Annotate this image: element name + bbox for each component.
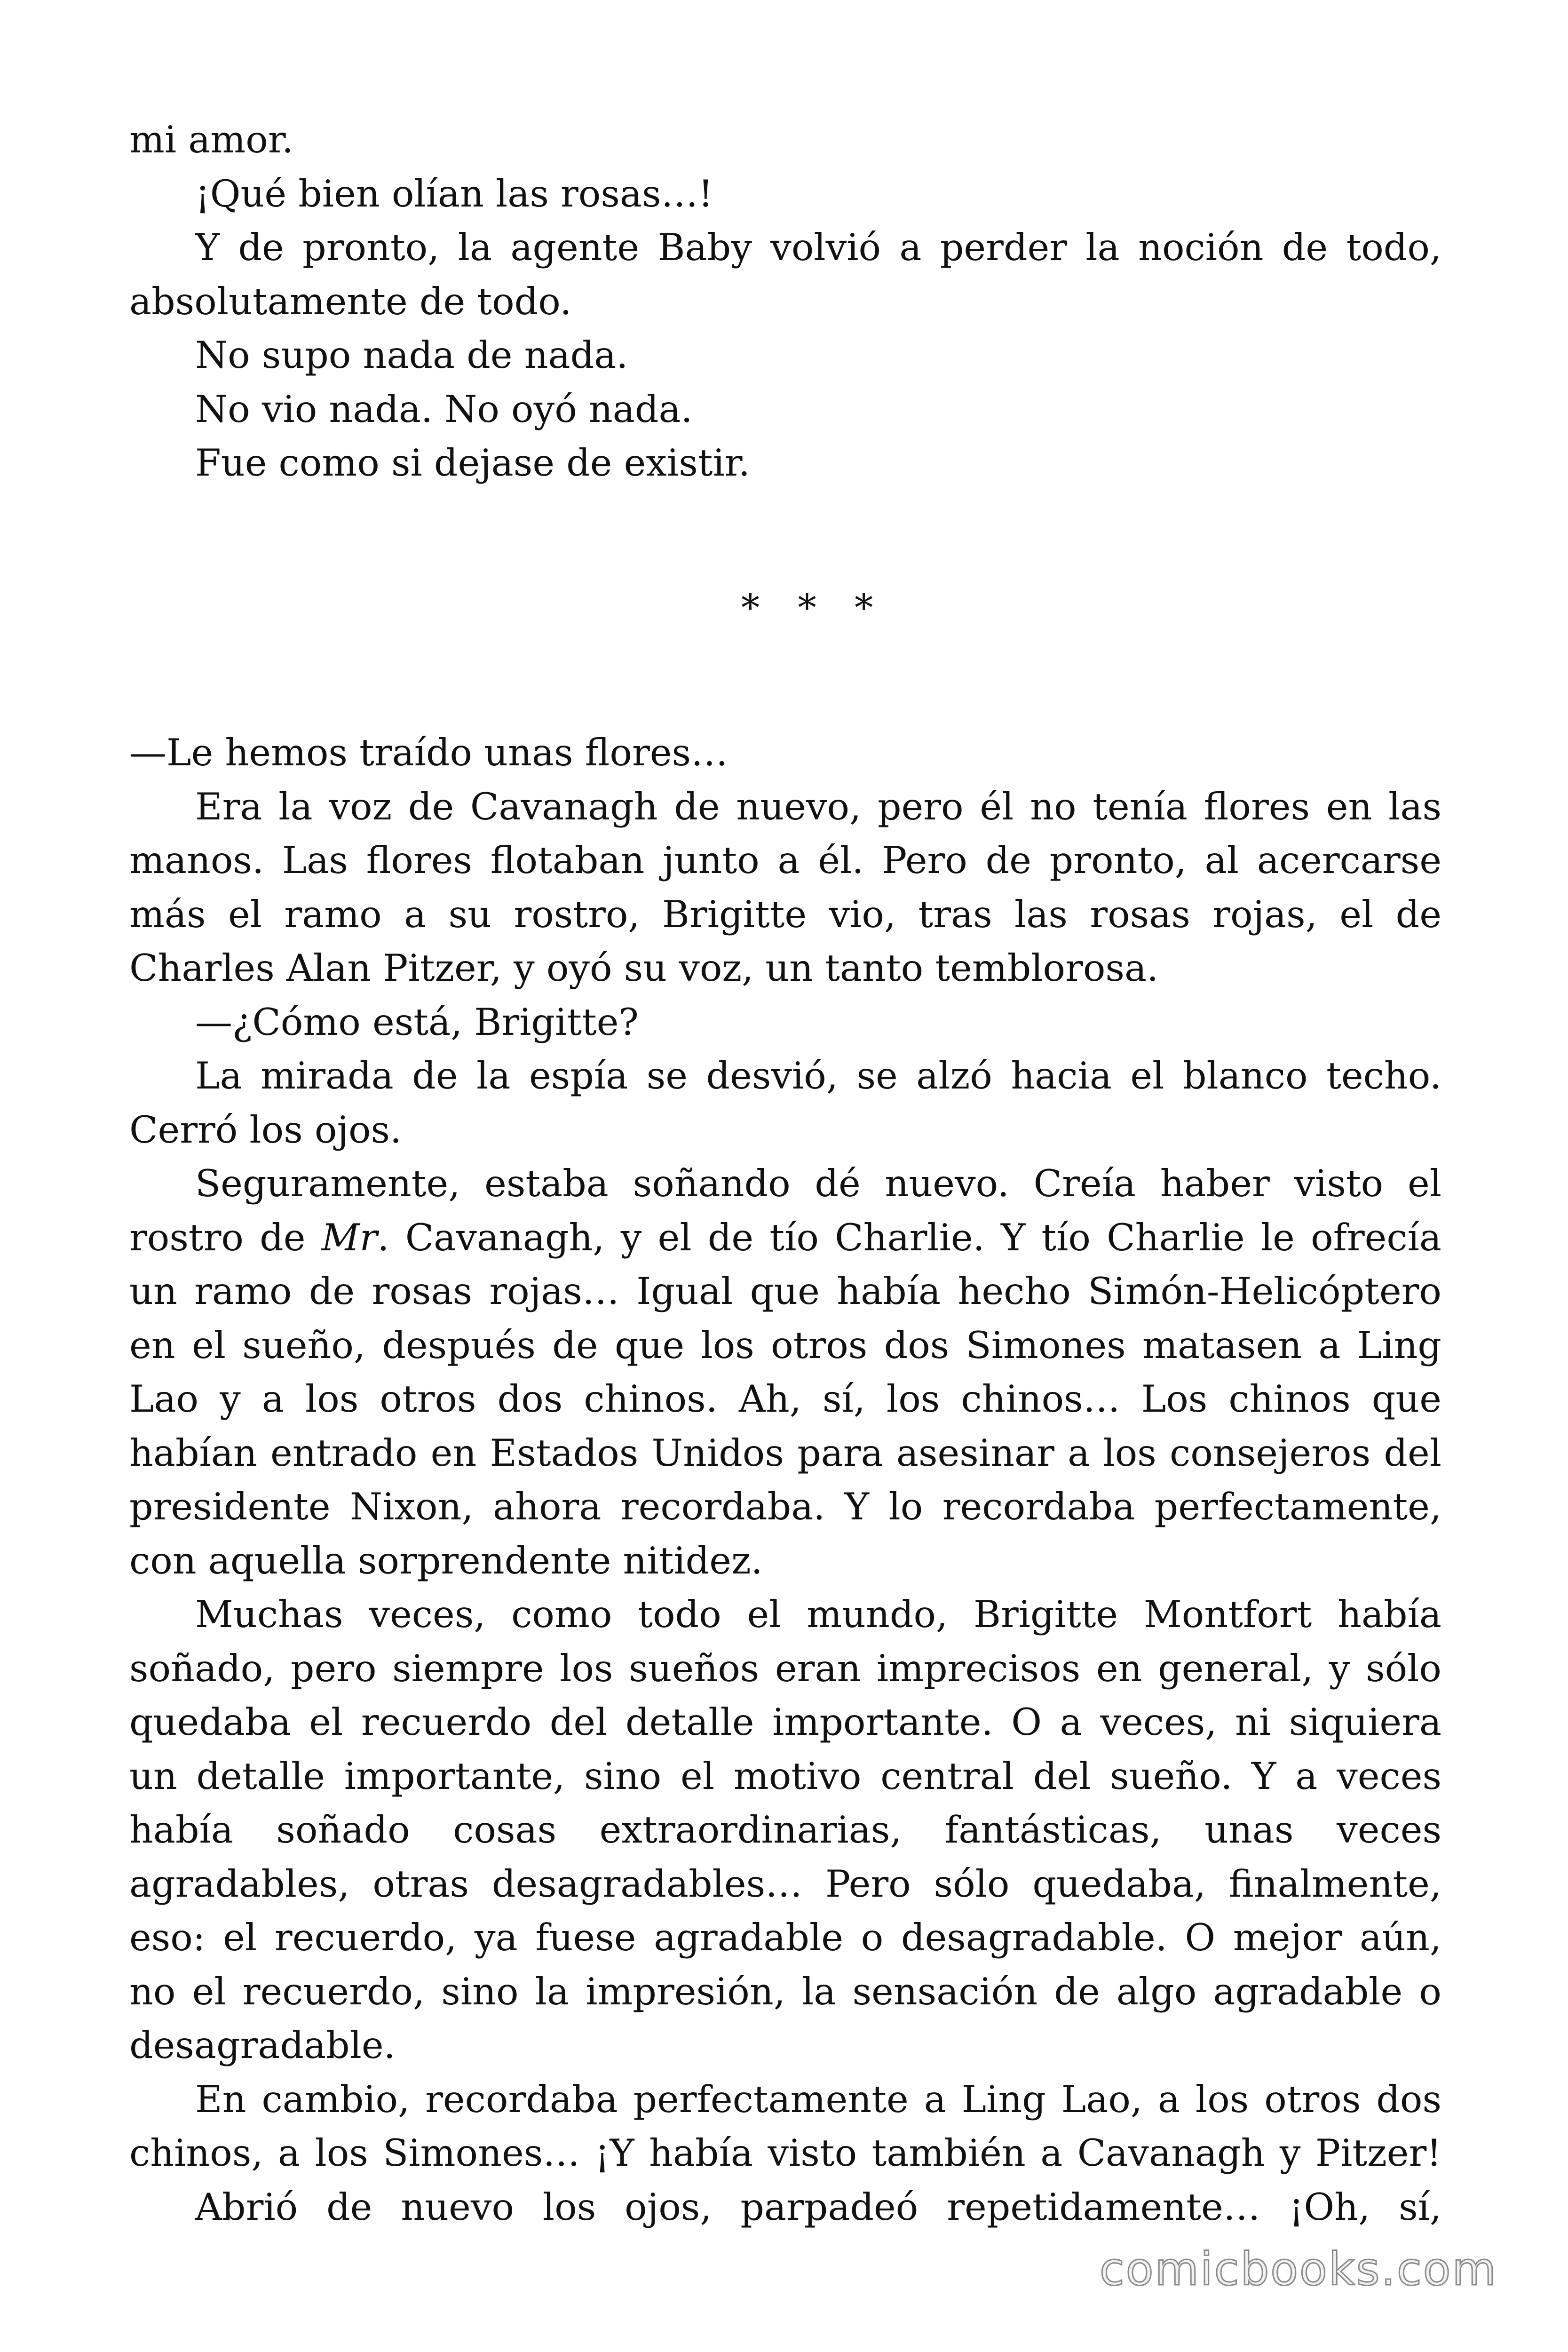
text-line: manos. Las flores flotaban junto a él. Pero de pronto, al acercarse (129, 839, 1441, 882)
book-page-body (129, 113, 1441, 2234)
text-line: Y de pronto, la agente Baby volvió a perder la noción de todo, (195, 226, 1441, 269)
text-line: más el ramo a su rostro, Brigitte vio, tras las rosas rojas, el de (129, 892, 1441, 936)
text-span: . Cavanagh, y el de tío Charlie. Y tío Charlie le ofrecía (377, 1216, 1441, 1259)
text-line: un ramo de rosas rojas… Igual que había hecho Simón-Helicóptero (129, 1270, 1441, 1313)
text-line: soñado, pero siempre los sueños eran imprecisos en general, y sólo (129, 1646, 1441, 1690)
text-line: Lao y a los otros dos chinos. Ah, sí, los chinos… Los chinos que (129, 1377, 1441, 1421)
text-line: desagradable. (129, 2024, 396, 2067)
text-line: Seguramente, estaba soñando dé nuevo. Creía haber visto el (195, 1162, 1441, 1205)
text-line: había soñado cosas extraordinarias, fantásticas, unas veces (129, 1808, 1441, 1851)
text-line: quedaba el recuerdo del detalle importante. O a veces, ni siquiera (129, 1700, 1441, 1744)
text-line: Cerró los ojos. (129, 1108, 402, 1152)
text-line: Abrió de nuevo los ojos, parpadeó repetidamente… ¡Oh, sí, (195, 2185, 1441, 2229)
section-separator: * * * (741, 586, 887, 629)
text-line: No vio nada. No oyó nada. (195, 387, 693, 431)
text-line: No supo nada de nada. (195, 334, 628, 377)
text-line: La mirada de la espía se desvió, se alzó hacia el blanco techo. (195, 1054, 1441, 1097)
text-line: presidente Nixon, ahora recordaba. Y lo recordaba perfectamente, (129, 1485, 1441, 1528)
italic-text: Mr (321, 1216, 378, 1259)
text-line: agradables, otras desagradables… Pero sólo quedaba, finalmente, (129, 1862, 1441, 1906)
text-line (129, 1211, 1441, 1265)
text-line: chinos, a los Simones… ¡Y había visto también a Cavanagh y Pitzer! (129, 2131, 1441, 2175)
text-line: habían entrado en Estados Unidos para asesinar a los consejeros del (129, 1431, 1441, 1475)
text-line: Charles Alan Pitzer, y oyó su voz, un tanto temblorosa. (129, 946, 1159, 990)
text-line: En cambio, recordaba perfectamente a Ling Lao, a los otros dos (195, 2077, 1441, 2121)
text-line: —¿Cómo está, Brigitte? (195, 1000, 639, 1044)
text-span: rostro de (129, 1216, 322, 1259)
text-line: Fue como si dejase de existir. (195, 441, 750, 485)
text-line: no el recuerdo, sino la impresión, la sensación de algo agradable o (129, 1970, 1441, 2013)
spacer (129, 672, 1441, 726)
text-line: —Le hemos traído unas flores… (129, 731, 729, 774)
text-line: ¡Qué bien olían las rosas…! (195, 172, 713, 215)
text-line: absolutamente de todo. (129, 279, 572, 323)
watermark: comicbooks.com (1099, 2243, 1497, 2296)
text-line: un detalle importante, sino el motivo central del sueño. Y a veces (129, 1754, 1441, 1798)
text-line: con aquella sorprendente nitidez. (129, 1539, 763, 1582)
spacer (129, 490, 1441, 544)
text-line: mi amor. (129, 118, 294, 161)
text-line: Era la voz de Cavanagh de nuevo, pero él no tenía flores en las (195, 785, 1441, 828)
text-line: eso: el recuerdo, ya fuese agradable o desagradable. O mejor aún, (129, 1916, 1441, 1959)
text-line: en el sueño, después de que los otros dos Simones matasen a Ling (129, 1323, 1441, 1367)
text-line: Muchas veces, como todo el mundo, Brigitte Montfort había (195, 1593, 1441, 1636)
